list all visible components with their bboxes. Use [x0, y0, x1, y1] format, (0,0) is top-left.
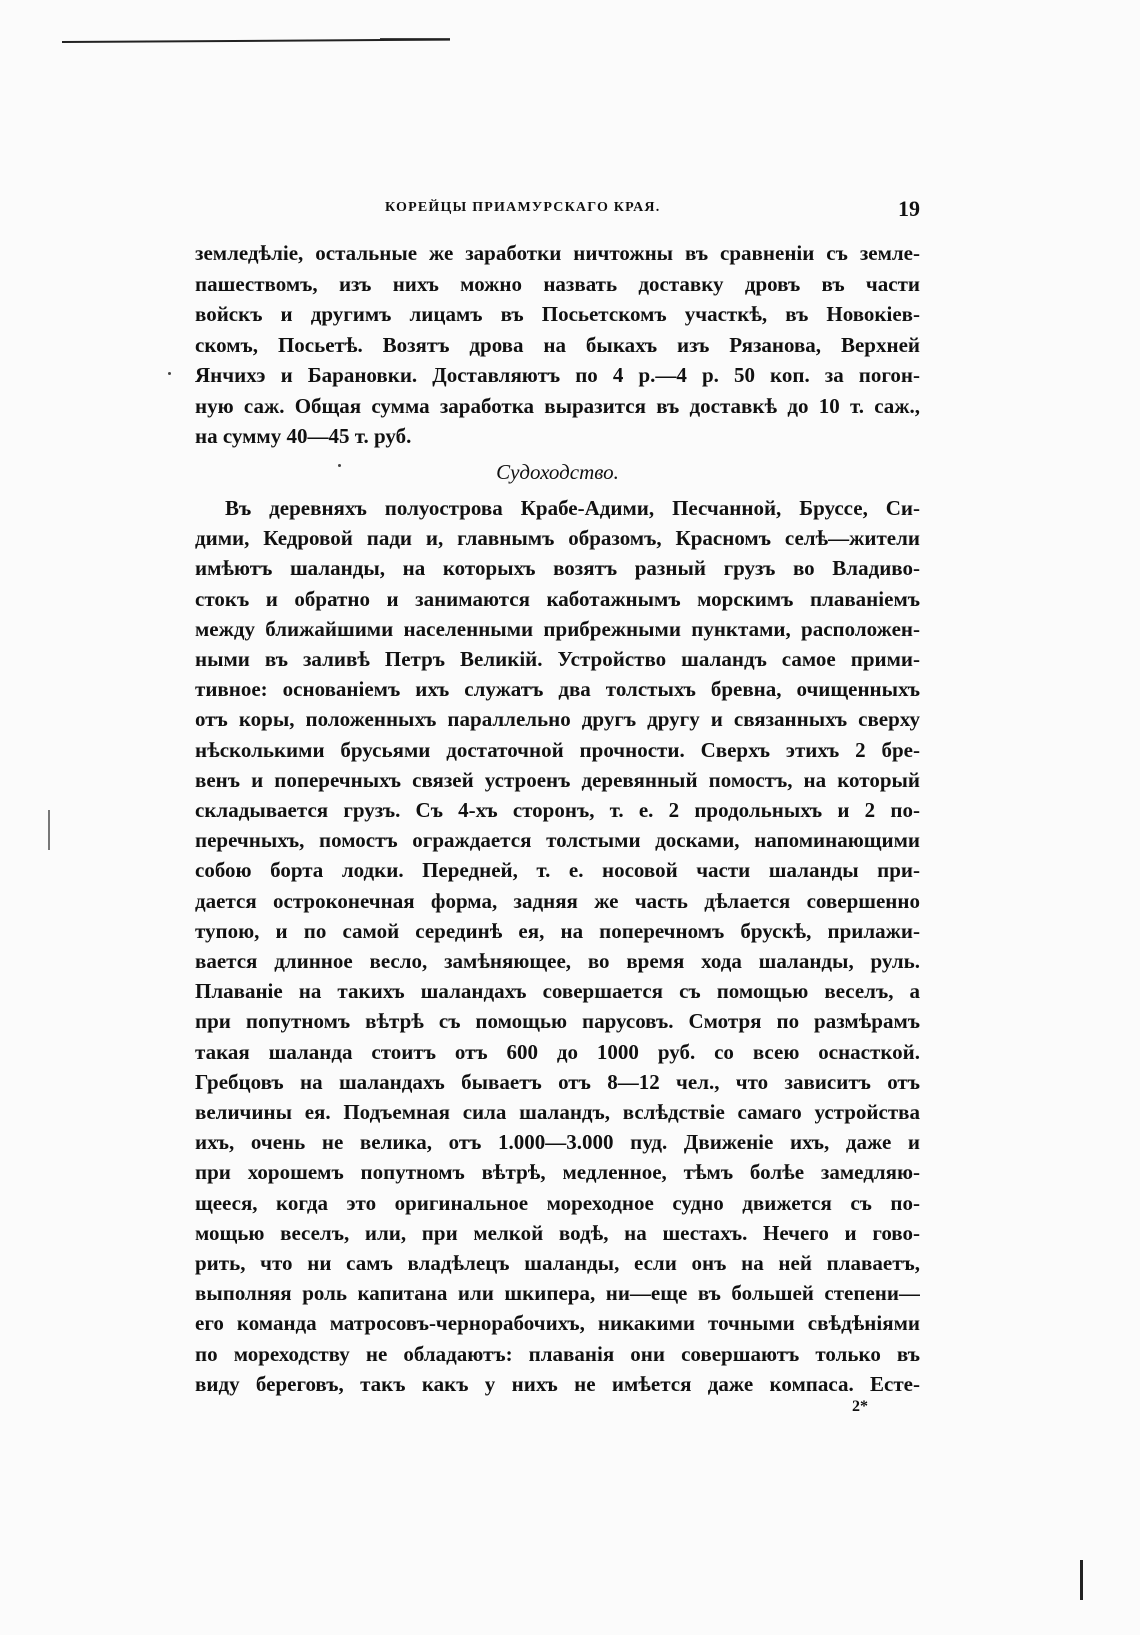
- page-number: 19: [898, 196, 920, 221]
- text-line: Янчихэ и Барановки. Доставляютъ по 4 р.—4 р. 50 коп. за погон-: [195, 363, 920, 387]
- text-line: Въ деревняхъ полуострова Крабе-Адими, Песчанной, Бруссе, Си-: [225, 496, 920, 520]
- text-line: при хорошемъ попутномъ вѣтрѣ, медленное, тѣмъ болѣе замедляю-: [195, 1160, 920, 1185]
- text-line: ными въ заливѣ Петръ Великій. Устройство шаландъ самое прими-: [195, 647, 920, 671]
- text-line: Гребцовъ на шаландахъ бываетъ отъ 8—12 чел., что зависитъ отъ: [195, 1069, 920, 1094]
- text-line: собою борта лодки. Передней, т. е. носовой части шаланды при-: [195, 858, 920, 883]
- text-line: виду береговъ, такъ какъ у нихъ не имѣется даже компаса. Есте-: [195, 1371, 920, 1396]
- text-line: рить, что ни самъ владѣлецъ шаланды, если онъ на ней плаваетъ,: [195, 1251, 920, 1275]
- text-line: его команда матросовъ-чернорабочихъ, никакими точными свѣдѣніями: [195, 1311, 920, 1336]
- text-line: войскъ и другимъ лицамъ въ Посьетскомъ участкѣ, въ Новокіев-: [195, 302, 920, 326]
- text-line: складывается грузъ. Съ 4-хъ сторонъ, т. е. 2 продольныхъ и 2 по-: [195, 798, 920, 822]
- text-line: пашествомъ, изъ нихъ можно назвать доставку дровъ въ части: [195, 271, 920, 296]
- text-line: по мореходству не обладаютъ: плаванія они совершаютъ только въ: [195, 1341, 920, 1366]
- text-line: на сумму 40—45 т. руб.: [195, 424, 412, 448]
- signature-mark: 2*: [852, 1398, 868, 1415]
- text-line: земледѣліе, остальные же заработки ничтожны въ сравненіи съ земле-: [195, 241, 920, 265]
- text-line: выполняя роль капитана или шкипера, ни—еще въ большей степени—: [195, 1281, 920, 1306]
- scan-margin-mark-left: [48, 810, 50, 850]
- text-line: дими, Кедровой пади и, главнымъ образомъ, Красномъ селѣ—жители: [195, 526, 920, 551]
- text-line: скомъ, Посьетѣ. Возятъ дрова на быкахъ изъ Рязанова, Верхней: [195, 332, 920, 357]
- text-line: перечныхъ, помостъ ограждается толстыми досками, напоминающими: [195, 828, 920, 853]
- text-line: стокъ и обратно и занимаются каботажнымъ морскимъ плаваніемъ: [195, 586, 920, 611]
- scan-edge-rule-thin: [380, 38, 450, 39]
- text-line: между ближайшими населенными прибрежными пунктами, расположен-: [195, 616, 920, 641]
- text-line: дается остроконечная форма, задняя же часть дѣлается совершенно: [195, 888, 920, 913]
- text-line: величины ея. Подъемная сила шаландъ, вслѣдствіе самаго устройства: [195, 1100, 920, 1124]
- scan-edge-rule: [62, 39, 450, 43]
- text-line: венъ и поперечныхъ связей устроенъ деревянный помостъ, на который: [195, 767, 920, 792]
- text-line: такая шаланда стоитъ отъ 600 до 1000 руб. со всею оснасткой.: [195, 1039, 920, 1064]
- text-line: нѣсколькими брусьями достаточной прочности. Сверхъ этихъ 2 бре-: [195, 737, 920, 762]
- text-line: Плаваніе на такихъ шаландахъ совершается съ помощью веселъ, а: [195, 979, 920, 1004]
- scan-margin-mark-right: [1080, 1560, 1083, 1600]
- text-line: тивное: основаніемъ ихъ служатъ два толстыхъ бревна, очищенныхъ: [195, 677, 920, 702]
- text-line: тупою, и по самой серединѣ ея, на поперечномъ брускѣ, прилажи-: [195, 918, 920, 943]
- text-line: ихъ, очень не велика, отъ 1.000—3.000 пуд. Движеніе ихъ, даже и: [195, 1130, 920, 1155]
- running-head-title: КОРЕЙЦЫ ПРИАМУРСКАГО КРАЯ.: [385, 200, 661, 215]
- text-line: отъ коры, положенныхъ параллельно другъ другу и связанныхъ сверху: [195, 707, 920, 732]
- text-line: щееся, когда это оригинальное мореходное судно движется съ по-: [195, 1190, 920, 1215]
- scan-speck: [168, 372, 171, 375]
- text-line: ную саж. Общая сумма заработка выразится въ доставкѣ до 10 т. саж.,: [195, 393, 920, 418]
- running-head: [195, 196, 920, 226]
- section-title: Судоходство.: [496, 460, 619, 484]
- text-line: имѣютъ шаланды, на которыхъ возятъ разный грузъ во Владиво-: [195, 556, 920, 581]
- text-line: при попутномъ вѣтрѣ съ помощью парусовъ. Смотря по размѣрамъ: [195, 1009, 920, 1034]
- text-line: вается длинное весло, замѣняющее, во время хода шаланды, руль.: [195, 949, 920, 973]
- text-line: мощью веселъ, или, при мелкой водѣ, на шестахъ. Нечего и гово-: [195, 1220, 920, 1245]
